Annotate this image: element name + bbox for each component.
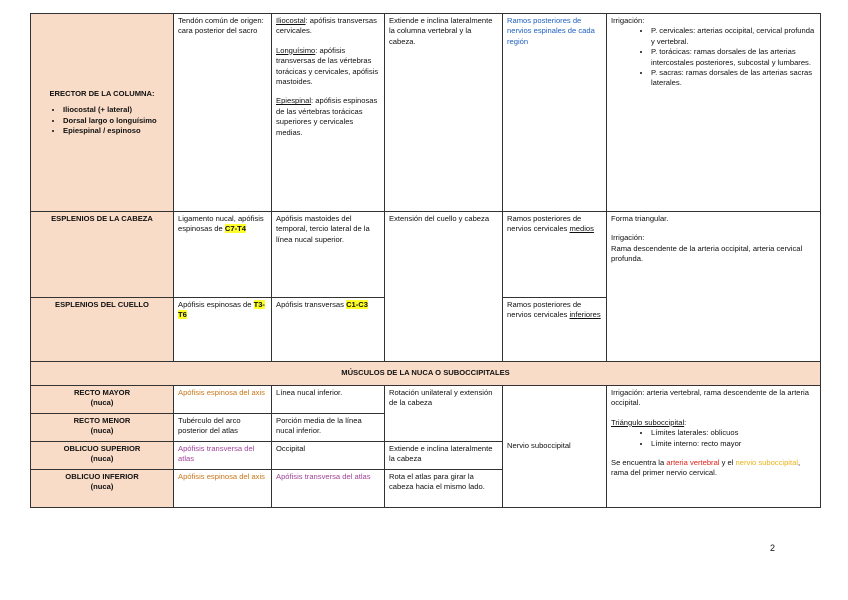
muscle-region: (nuca) xyxy=(90,426,114,436)
nerve-underlined: inferiores xyxy=(569,310,601,320)
nerve-text: Ramos posteriores de nervios espinales de cada región xyxy=(507,16,595,46)
muscle-name: RECTO MENOR xyxy=(73,416,131,425)
insertion-cell xyxy=(272,386,385,414)
nerve-text: Ramos posteriores de nervios cervicales xyxy=(507,214,582,234)
list-item: • Límites laterales: oblicuos xyxy=(651,428,816,438)
insertion-cell xyxy=(272,298,385,362)
notes-text: Rama descendente de la arteria occipital, arteria cervical profunda. xyxy=(611,243,803,264)
section-header-row xyxy=(31,362,821,386)
list-item: • Iliocostal (+ lateral) xyxy=(63,105,169,115)
muscle-name: ERECTOR DE LA COLUMNA: xyxy=(49,88,155,98)
muscle-name-cell xyxy=(31,14,174,212)
table-row-erector xyxy=(31,14,821,212)
muscle-name-cell xyxy=(31,386,174,414)
muscle-name-cell xyxy=(31,414,174,442)
notes-cell xyxy=(607,14,821,212)
insertion-label: Iliocostal xyxy=(276,16,306,25)
action-cell xyxy=(385,14,503,212)
nerve-cell xyxy=(503,298,607,362)
nerve-cell xyxy=(503,386,607,508)
notes-cell xyxy=(607,386,821,508)
insertion-text: Apófisis transversa del atlas xyxy=(276,472,371,481)
notes-title: Irrigación: xyxy=(611,233,645,243)
vertebra-highlight: C1-C3 xyxy=(346,300,369,309)
notes-irrigation: Irrigación: arteria vertebral, rama descendente de la arteria occipital. xyxy=(611,388,809,408)
origin-text: Apófisis espinosa del axis xyxy=(178,472,265,481)
muscle-name: OBLICUO SUPERIOR xyxy=(63,444,141,453)
table-row-recto-mayor xyxy=(31,386,821,414)
action-cell xyxy=(385,442,503,470)
list-item: • Epiespinal / espinoso xyxy=(63,126,169,136)
muscle-name-cell xyxy=(31,212,174,298)
page-number: 2 xyxy=(770,543,776,553)
origin-cell xyxy=(174,212,272,298)
notes-triangle-title: Triángulo suboccipital: xyxy=(611,417,687,427)
muscle-name: ESPLENIOS DE LA CABEZA xyxy=(51,214,153,223)
action-text: Extiende e inclina lateralmente la cabeza xyxy=(389,444,493,464)
insertion-label: Longuísimo xyxy=(276,45,316,55)
nerve-text: Ramos posteriores de nervios cervicales xyxy=(507,300,582,320)
insertion-text: : apófisis espinosas de las vértebras torácicas superiores y cervicales medias. xyxy=(276,96,378,137)
action-text: Extiende e inclina lateralmente la columna vertebral y la cabeza. xyxy=(389,16,493,46)
notes-title: Irrigación: xyxy=(611,16,645,25)
insertion-cell xyxy=(272,470,385,508)
notes-form: Forma triangular. xyxy=(611,214,669,223)
origin-cell xyxy=(174,414,272,442)
notes-list xyxy=(611,26,816,88)
insertion-text: Occipital xyxy=(276,444,306,453)
muscle-name-cell xyxy=(31,298,174,362)
origin-text: Tendón común de origen: cara posterior del sacro xyxy=(178,16,264,36)
vertebra-highlight: C7-T4 xyxy=(224,224,246,234)
notes-list xyxy=(611,428,816,449)
insertion-epiespinal xyxy=(276,96,380,138)
nerve-text: Nervio suboccipital xyxy=(507,441,571,451)
insertion-cell xyxy=(272,442,385,470)
origin-text: Apófisis espinosa del axis xyxy=(178,388,265,397)
insertion-cell xyxy=(272,212,385,298)
muscle-name-cell xyxy=(31,470,174,508)
nerve-underlined: medios xyxy=(569,224,594,234)
muscle-region: (nuca) xyxy=(90,482,114,492)
action-cell xyxy=(385,212,503,362)
vertebra-highlight: T3-T6 xyxy=(178,300,265,320)
action-text: Extensión del cuello y cabeza xyxy=(389,214,490,223)
muscle-name: ESPLENIOS DEL CUELLO xyxy=(55,300,149,309)
muscle-name-cell xyxy=(31,442,174,470)
origin-cell xyxy=(174,442,272,470)
insertion-label: Epiespinal xyxy=(276,96,312,106)
notes-cell xyxy=(607,212,821,362)
origin-text: Apófisis espinosas de xyxy=(178,300,254,309)
action-text: Rota el atlas para girar la cabeza hacia el mismo lado. xyxy=(389,472,485,492)
muscle-region: (nuca) xyxy=(90,398,114,408)
insertion-cell xyxy=(272,414,385,442)
muscle-region: (nuca) xyxy=(90,454,114,464)
nerve-cell xyxy=(503,14,607,212)
insertion-longuisimo xyxy=(276,46,380,88)
muscle-name: RECTO MAYOR xyxy=(73,388,131,397)
nerve-cell xyxy=(503,212,607,298)
list-item: • P. sacras: ramas dorsales de las arterias sacras laterales. xyxy=(651,68,816,89)
origin-cell xyxy=(174,386,272,414)
notes-location: Se encuentra la arteria vertebral y el nervio suboccipital, rama del primer nervio cervical. xyxy=(611,458,801,478)
origin-cell xyxy=(174,14,272,212)
insertion-iliocostal xyxy=(276,16,380,37)
insertion-text: Línea nucal inferior. xyxy=(276,388,343,397)
muscle-name: OBLICUO INFERIOR xyxy=(65,472,139,481)
insertion-cell xyxy=(272,14,385,212)
action-cell xyxy=(385,470,503,508)
muscle-table xyxy=(30,13,821,508)
section-title: MÚSCULOS DE LA NUCA O SUBOCCIPITALES xyxy=(31,362,821,386)
list-item: • P. cervicales: arterias occipital, cervical profunda y vertebral. xyxy=(651,26,816,47)
action-text: Rotación unilateral y extensión de la cabeza xyxy=(389,388,493,408)
origin-text: Tubérculo del arco posterior del atlas xyxy=(178,416,241,436)
muscle-parts-list xyxy=(35,105,169,136)
insertion-text: : apófisis transversas cervicales. xyxy=(276,16,377,36)
origin-cell xyxy=(174,298,272,362)
insertion-text: Apófisis transversas xyxy=(276,300,347,309)
list-item: • Límite interno: recto mayor xyxy=(651,439,816,449)
origin-cell xyxy=(174,470,272,508)
list-item: • P. torácicas: ramas dorsales de las arterias intercostales posteriores, subcostal y lumbares. xyxy=(651,47,816,68)
insertion-text: Apófisis mastoides del temporal, tercio lateral de la línea nucal superior. xyxy=(276,214,370,244)
origin-text: Apófisis transversa del atlas xyxy=(178,444,255,464)
action-cell xyxy=(385,386,503,442)
list-item: • Dorsal largo o longuísimo xyxy=(63,116,169,126)
origin-text: Ligamento nucal, apófisis espinosas de xyxy=(178,214,264,234)
insertion-text: Porción media de la línea nucal inferior. xyxy=(276,416,362,436)
insertion-text: : apófisis transversas de las vértebras torácicas y cervicales, apófisis mastoides. xyxy=(276,45,379,87)
table-row-esplenios-cabeza xyxy=(31,212,821,298)
